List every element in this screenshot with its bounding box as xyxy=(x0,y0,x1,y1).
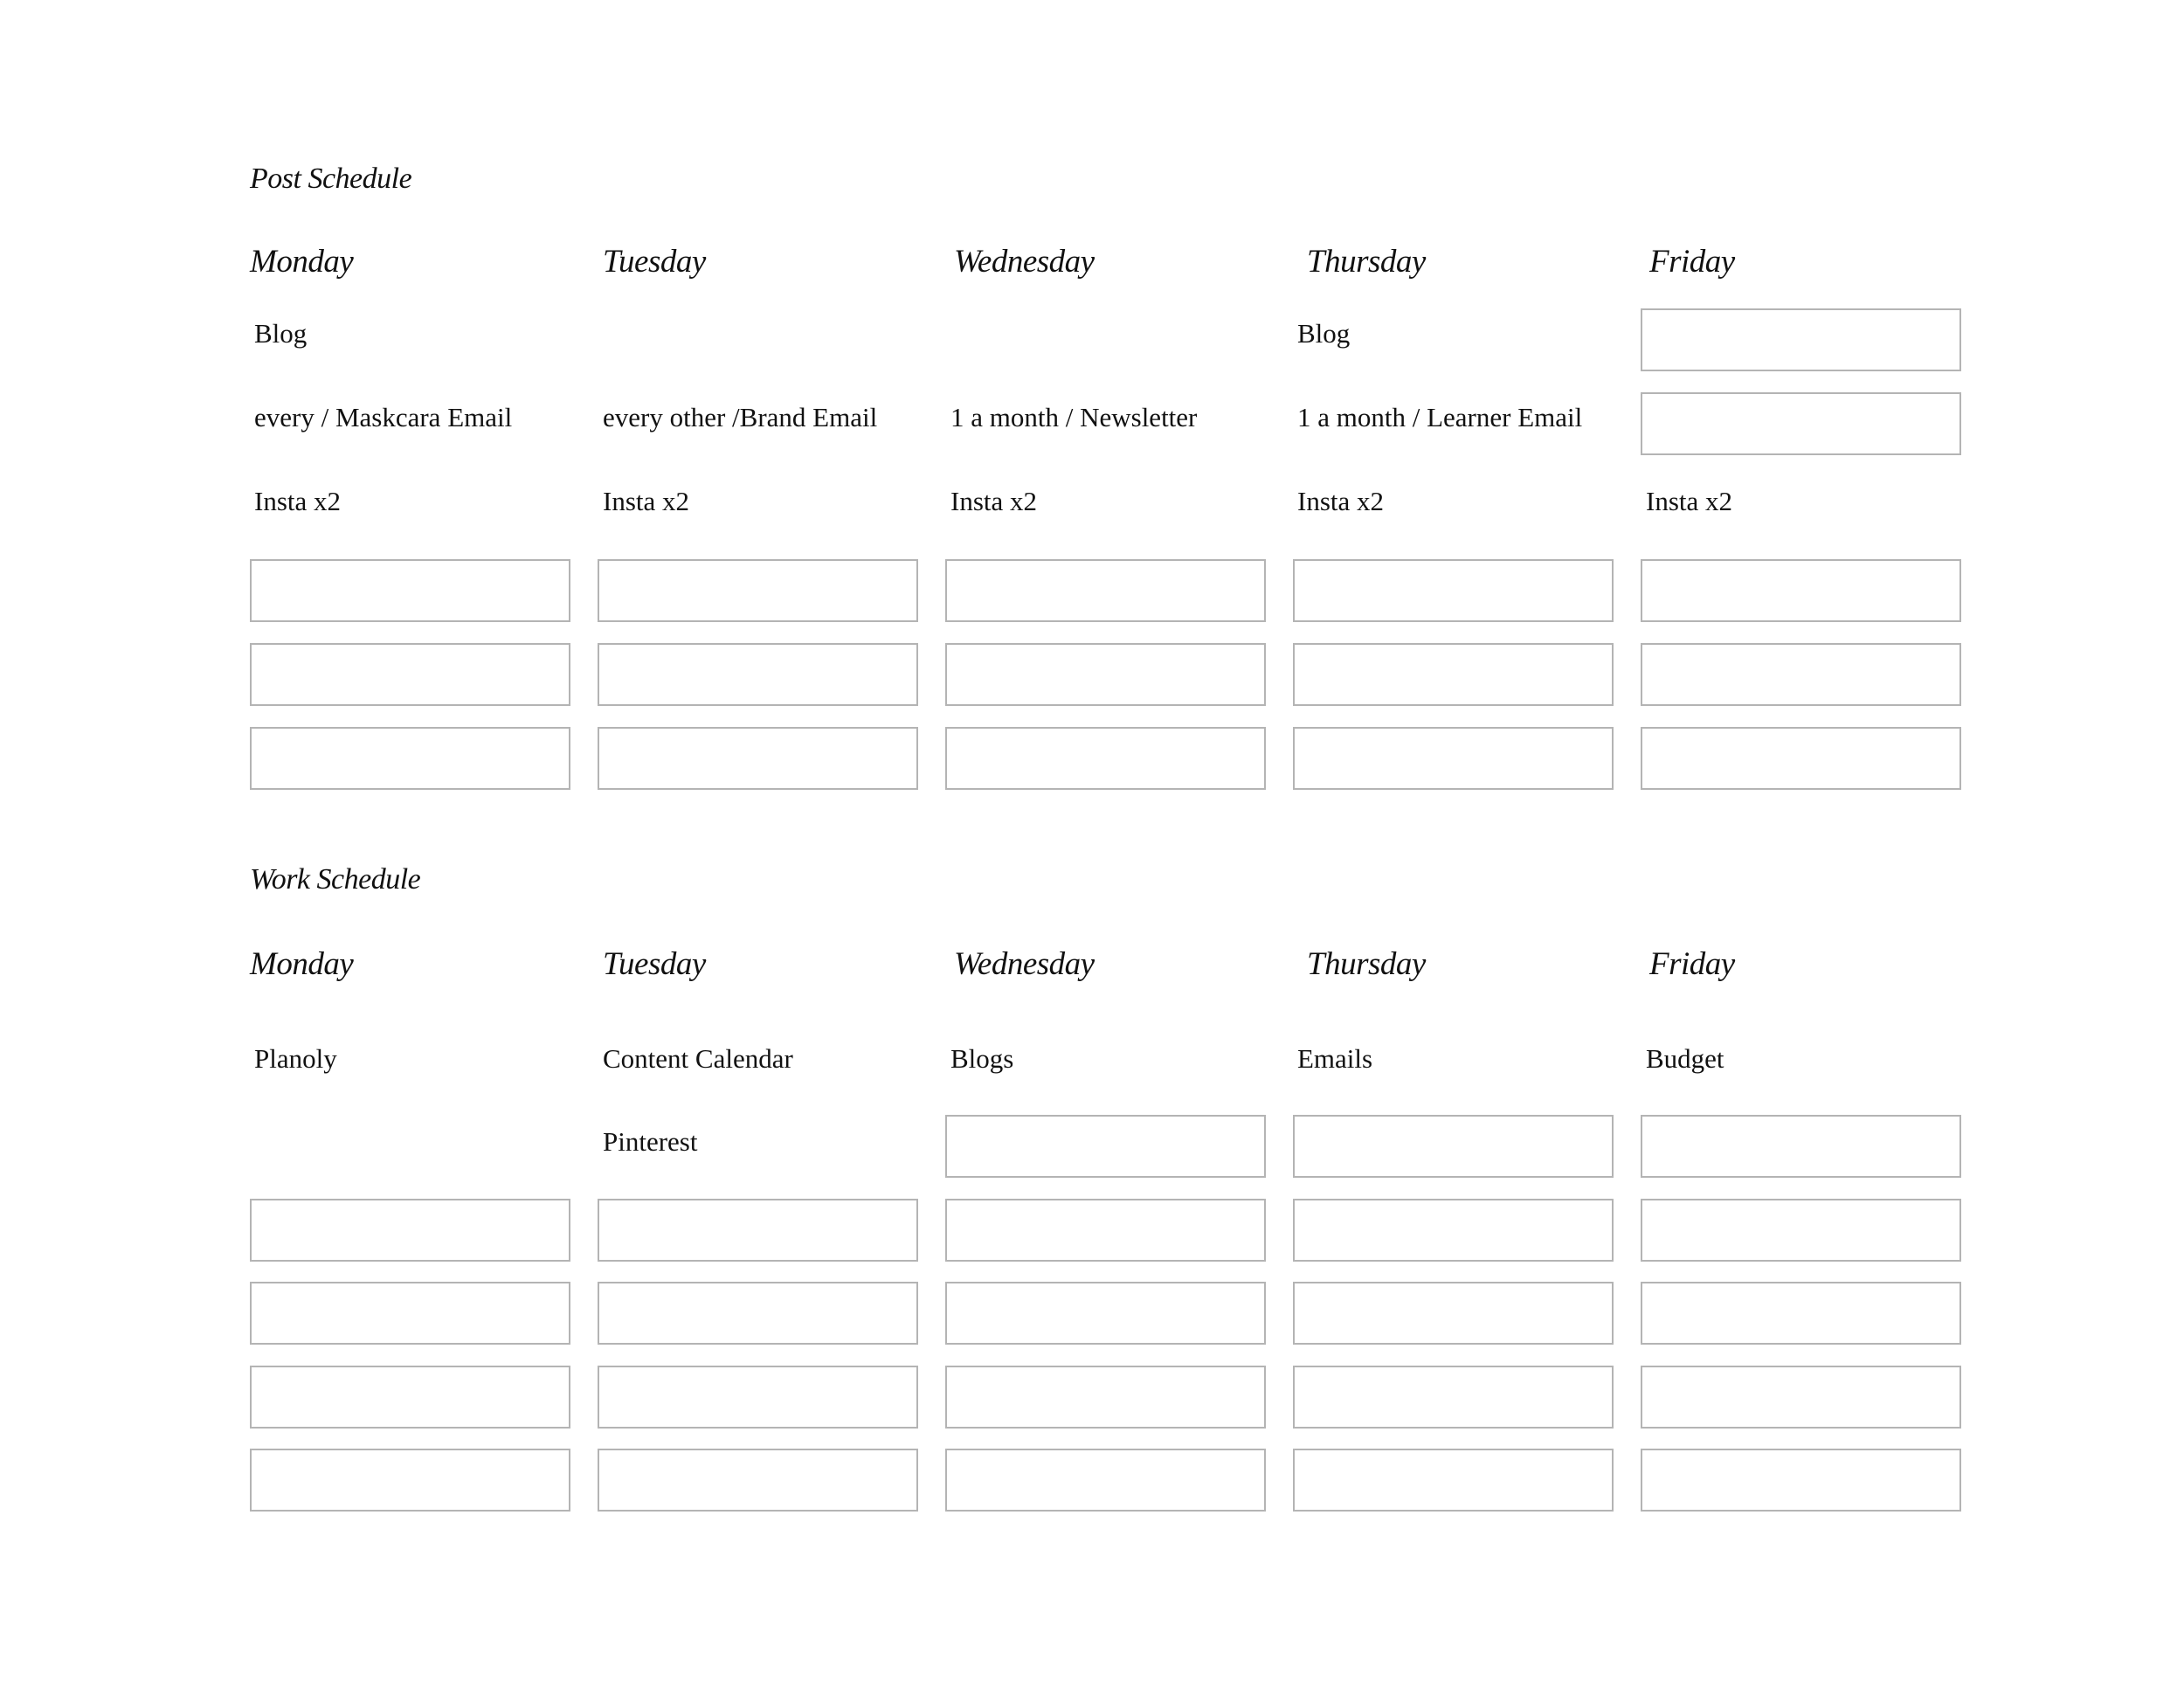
post-field-thursday-row5[interactable] xyxy=(1293,643,1614,706)
work-entry-monday-planoly: Planoly xyxy=(254,1043,337,1074)
work-field-tuesday-row6[interactable] xyxy=(598,1449,918,1512)
work-entry-tuesday-content-calendar: Content Calendar xyxy=(603,1043,793,1074)
post-field-friday-row2[interactable] xyxy=(1641,392,1961,455)
work-field-friday-row3[interactable] xyxy=(1641,1199,1961,1262)
work-field-thursday-row6[interactable] xyxy=(1293,1449,1614,1512)
post-entry-thursday-insta: Insta x2 xyxy=(1297,486,1385,516)
work-field-wednesday-row2[interactable] xyxy=(945,1115,1266,1178)
work-entry-tuesday-pinterest: Pinterest xyxy=(603,1126,698,1157)
work-entry-thursday-emails: Emails xyxy=(1297,1043,1373,1074)
work-field-monday-row5[interactable] xyxy=(250,1366,570,1429)
work-field-wednesday-row4[interactable] xyxy=(945,1282,1266,1345)
work-day-thursday: Thursday xyxy=(1307,946,1426,982)
post-day-monday: Monday xyxy=(250,244,354,280)
post-field-monday-row5[interactable] xyxy=(250,643,570,706)
post-day-thursday: Thursday xyxy=(1307,244,1426,280)
work-field-thursday-row4[interactable] xyxy=(1293,1282,1614,1345)
work-field-thursday-row2[interactable] xyxy=(1293,1115,1614,1178)
work-field-friday-row4[interactable] xyxy=(1641,1282,1961,1345)
post-entry-wednesday-newsletter: 1 a month / Newsletter xyxy=(950,402,1198,432)
post-field-tuesday-row6[interactable] xyxy=(598,727,918,790)
work-field-thursday-row5[interactable] xyxy=(1293,1366,1614,1429)
work-day-monday: Monday xyxy=(250,946,354,982)
post-field-friday-row1[interactable] xyxy=(1641,308,1961,371)
work-field-tuesday-row4[interactable] xyxy=(598,1282,918,1345)
work-field-tuesday-row3[interactable] xyxy=(598,1199,918,1262)
post-entry-thursday-blog: Blog xyxy=(1297,318,1351,349)
work-field-tuesday-row5[interactable] xyxy=(598,1366,918,1429)
work-entry-friday-budget: Budget xyxy=(1646,1043,1724,1074)
post-field-friday-row6[interactable] xyxy=(1641,727,1961,790)
work-field-monday-row3[interactable] xyxy=(250,1199,570,1262)
work-field-friday-row6[interactable] xyxy=(1641,1449,1961,1512)
post-entry-thursday-email: 1 a month / Learner Email xyxy=(1297,402,1583,432)
post-field-tuesday-row5[interactable] xyxy=(598,643,918,706)
work-schedule-title: Work Schedule xyxy=(250,863,421,896)
work-field-monday-row6[interactable] xyxy=(250,1449,570,1512)
work-field-wednesday-row3[interactable] xyxy=(945,1199,1266,1262)
post-field-wednesday-row6[interactable] xyxy=(945,727,1266,790)
post-entry-monday-blog: Blog xyxy=(254,318,308,349)
post-field-monday-row6[interactable] xyxy=(250,727,570,790)
post-field-friday-row5[interactable] xyxy=(1641,643,1961,706)
work-field-thursday-row3[interactable] xyxy=(1293,1199,1614,1262)
work-field-friday-row2[interactable] xyxy=(1641,1115,1961,1178)
work-entry-wednesday-blogs: Blogs xyxy=(950,1043,1014,1074)
work-field-wednesday-row6[interactable] xyxy=(945,1449,1266,1512)
post-entry-monday-insta: Insta x2 xyxy=(254,486,342,516)
work-day-tuesday: Tuesday xyxy=(603,946,706,982)
work-field-wednesday-row5[interactable] xyxy=(945,1366,1266,1429)
work-field-monday-row4[interactable] xyxy=(250,1282,570,1345)
post-entry-monday-email: every / Maskcara Email xyxy=(254,402,513,432)
post-day-tuesday: Tuesday xyxy=(603,244,706,280)
post-day-friday: Friday xyxy=(1649,244,1735,280)
post-entry-tuesday-email: every other /Brand Email xyxy=(603,402,878,432)
post-field-thursday-row4[interactable] xyxy=(1293,559,1614,622)
work-day-wednesday: Wednesday xyxy=(954,946,1095,982)
post-entry-friday-insta: Insta x2 xyxy=(1646,486,1733,516)
post-field-friday-row4[interactable] xyxy=(1641,559,1961,622)
post-field-wednesday-row5[interactable] xyxy=(945,643,1266,706)
post-field-tuesday-row4[interactable] xyxy=(598,559,918,622)
post-field-thursday-row6[interactable] xyxy=(1293,727,1614,790)
work-day-friday: Friday xyxy=(1649,946,1735,982)
post-field-wednesday-row4[interactable] xyxy=(945,559,1266,622)
post-day-wednesday: Wednesday xyxy=(954,244,1095,280)
work-field-friday-row5[interactable] xyxy=(1641,1366,1961,1429)
post-schedule-title: Post Schedule xyxy=(250,163,412,195)
post-entry-tuesday-insta: Insta x2 xyxy=(603,486,690,516)
post-entry-wednesday-insta: Insta x2 xyxy=(950,486,1038,516)
post-field-monday-row4[interactable] xyxy=(250,559,570,622)
